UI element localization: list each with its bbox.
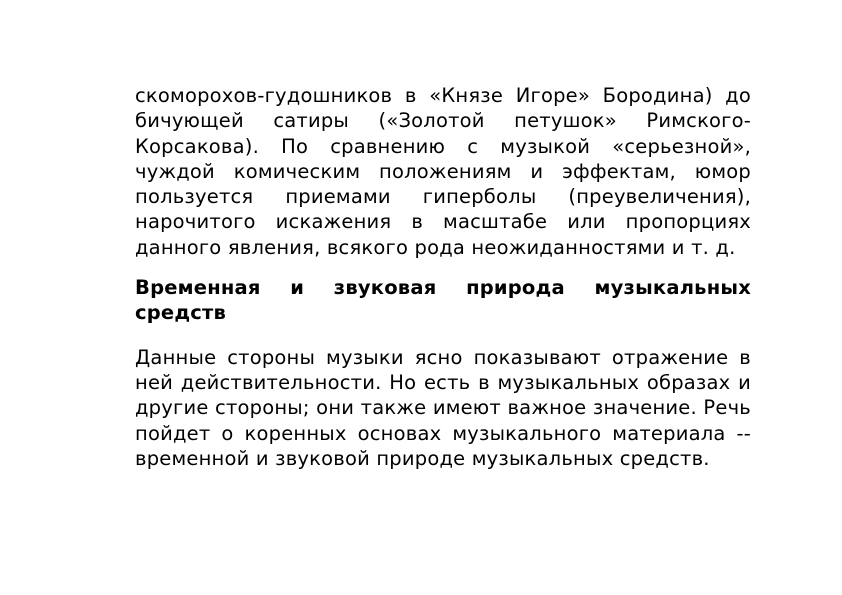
- section-heading: Временная и звуковая природа музыкальных средств: [135, 276, 751, 325]
- paragraph-humor: скоморохов-гудошников в «Князе Игоре» Бородина) до бичующей сатиры («Золотой петушок» Римского-Корсакова). По сравнению с музыкой «серьезной», чуждой комическим положениям и эффектам, юмор пользуется приемами гиперболы (преувеличения), нарочитого искажения в масштабе или пропорциях данного явления, всякого рода неожиданностями и т. д.: [135, 84, 751, 259]
- document-page: [135, 83, 751, 471]
- paragraph-music-nature: Данные стороны музыки ясно показывают отражение в ней действительности. Но есть в музыкальных образах и другие стороны; они также имеют важное значение. Речь пойдет о коренных основах музыкального материала -- временной и звуковой природе музыкальных средств.: [135, 345, 751, 470]
